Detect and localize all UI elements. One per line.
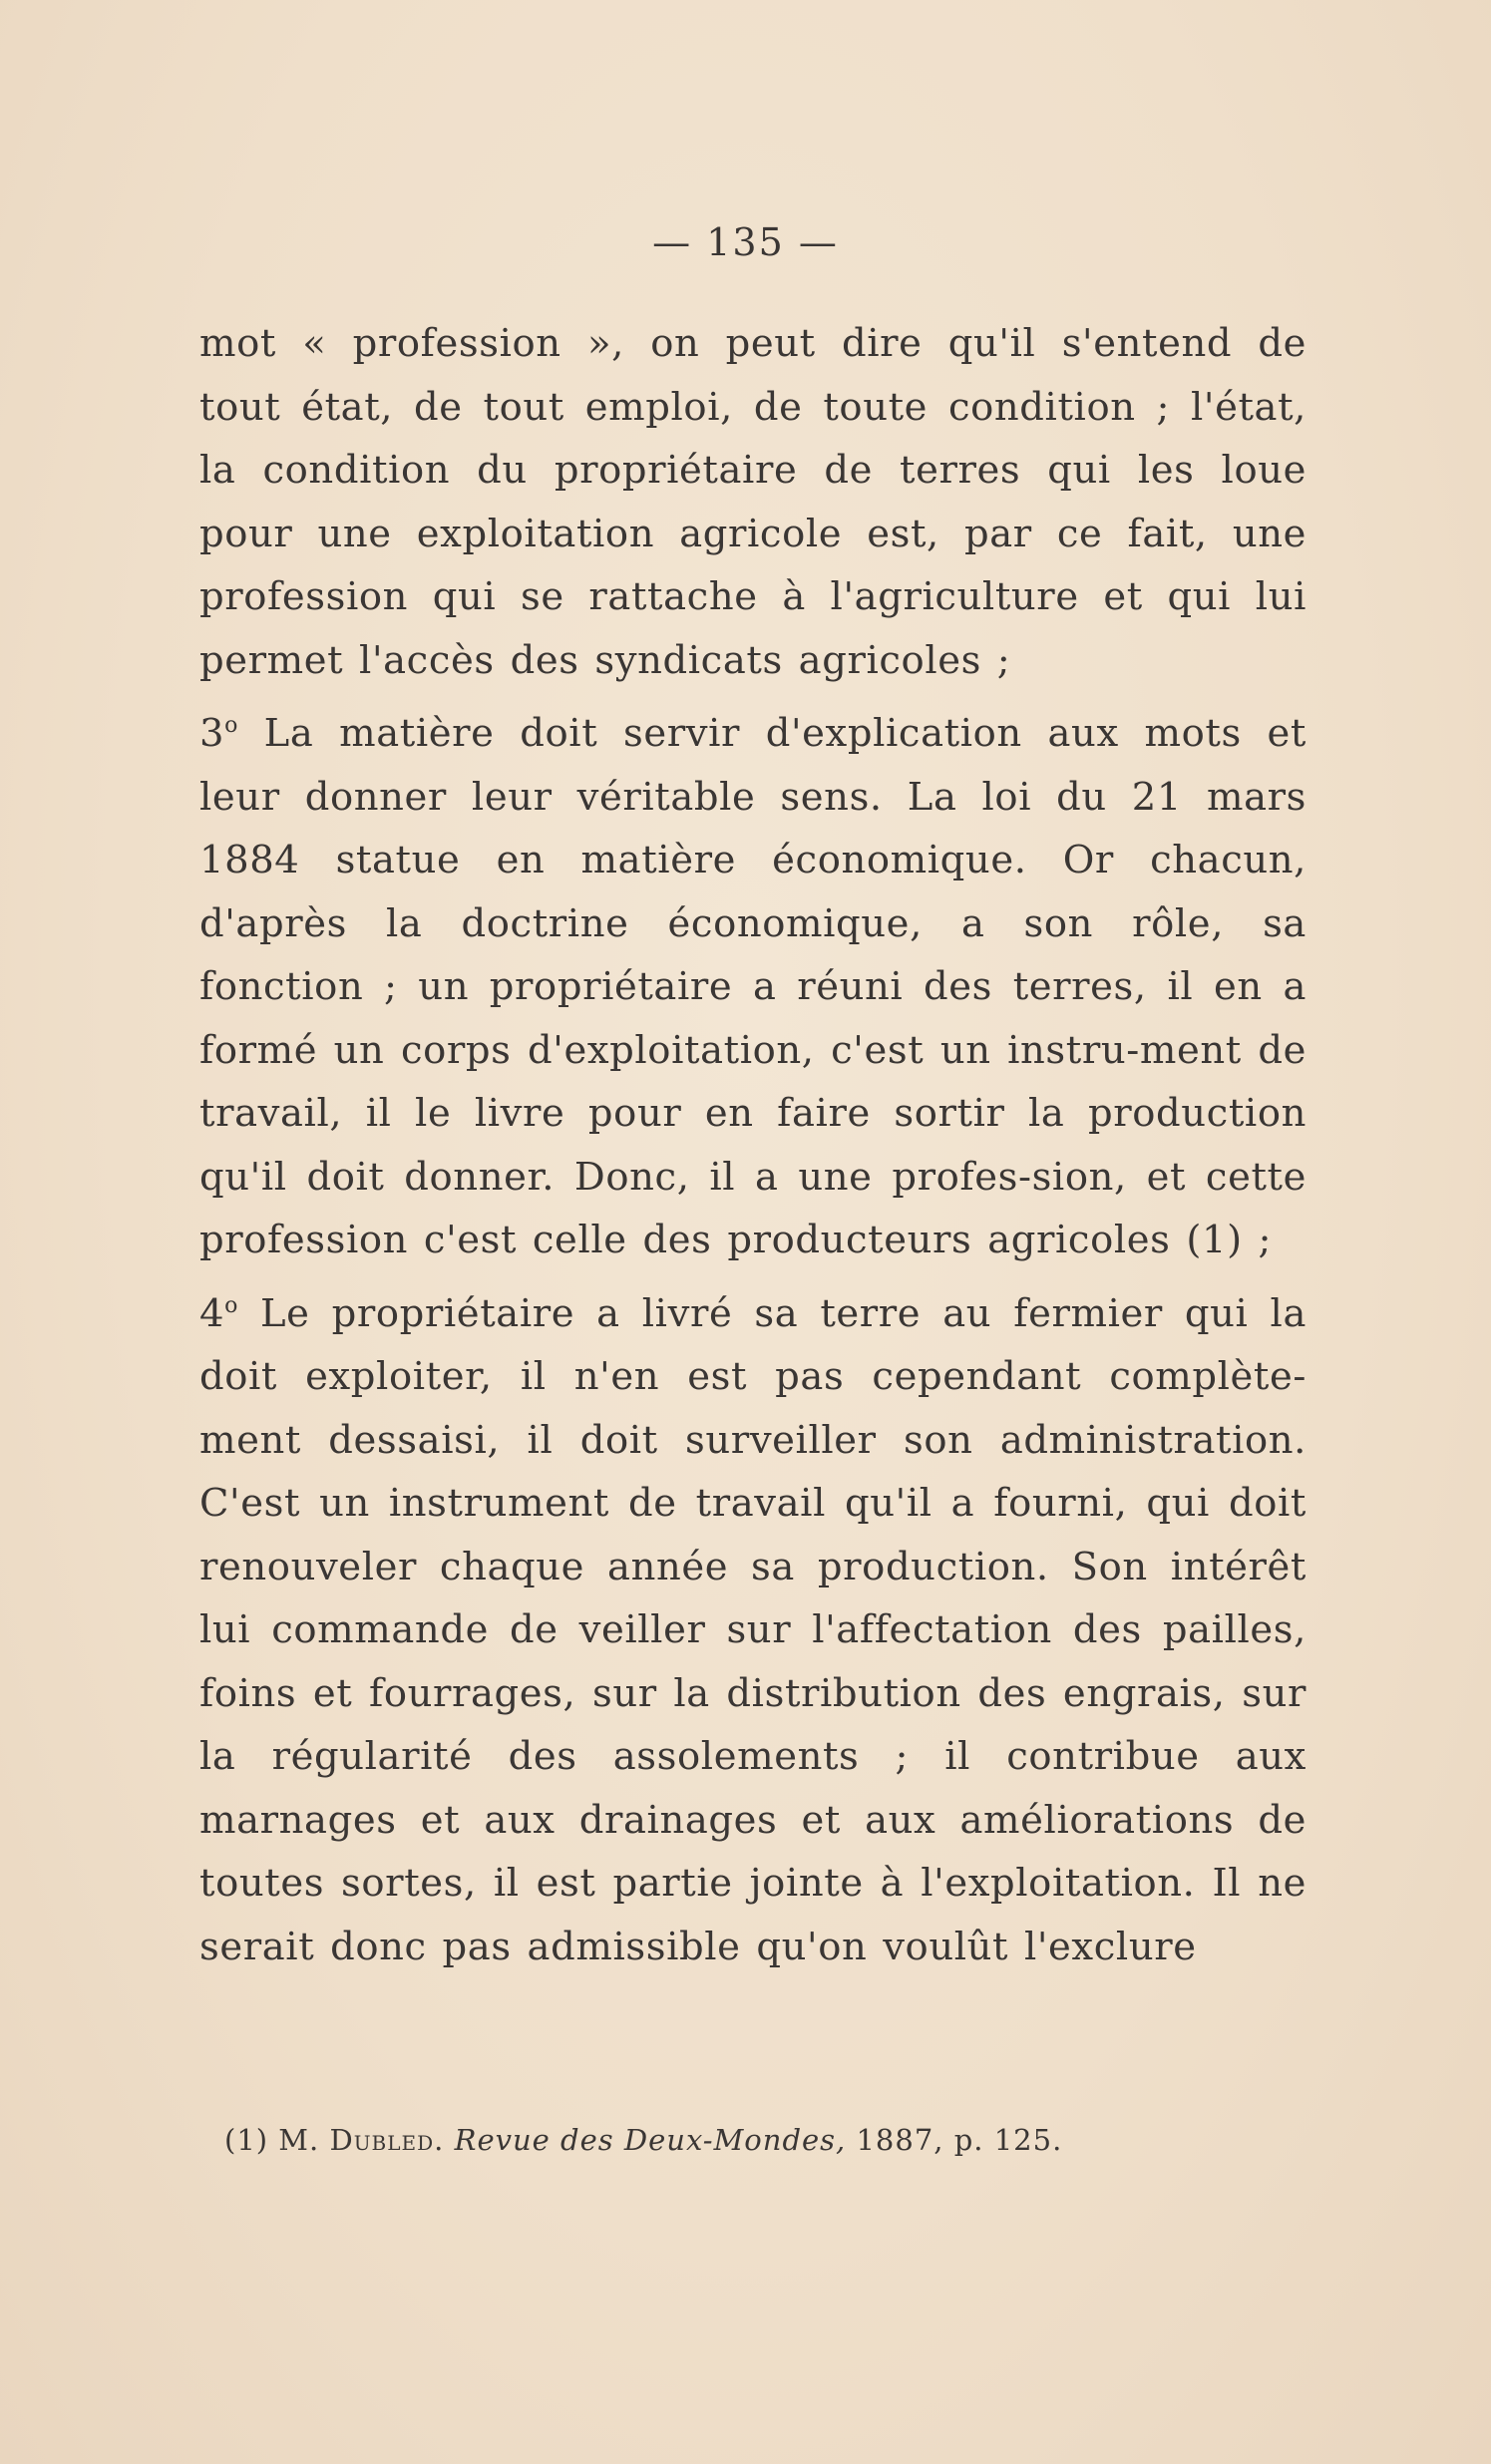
footnote bbox=[224, 2118, 1062, 2162]
text-line: La matière doit servir d'explication aux mots bbox=[237, 711, 1242, 756]
text-line: permet l'accès des syndicats agricoles ; bbox=[199, 637, 1011, 683]
text-line: ne serait donc pas admissible qu'on voulût l'exclure bbox=[199, 1861, 1306, 1969]
page-number: — 135 — bbox=[652, 220, 839, 264]
text-line: lui commande de veiller sur l'affectation des pailles, bbox=[199, 1607, 1306, 1652]
text-line: sur la régularité des assolements ; il contribue aux bbox=[199, 1670, 1306, 1779]
text-line: sa fonction ; un propriétaire a réuni des terres, il bbox=[199, 900, 1306, 1009]
text-line: la condition du propriétaire de terres qui les loue bbox=[199, 448, 1306, 493]
footnote-marker: (1) M. bbox=[224, 2123, 320, 2157]
footnote-citation: 1887, p. 125. bbox=[856, 2123, 1063, 2157]
paragraph-2 bbox=[199, 702, 1306, 1272]
text-line: en a formé un corps d'exploitation, c'est un instru- bbox=[199, 964, 1307, 1073]
text-line: foins et fourrages, sur la distribution des engrais, bbox=[199, 1670, 1226, 1716]
ordinal-superscript: o bbox=[224, 1292, 238, 1318]
text-line: ment de travail, il le livre pour en faire sortir la bbox=[199, 1027, 1306, 1136]
body-text bbox=[199, 312, 1306, 1978]
paragraph-number: 4 bbox=[199, 1290, 225, 1336]
footnote-title: Revue des Deux-Mondes, bbox=[454, 2123, 847, 2157]
text-line: mot « profession », on peut dire qu'il s'entend de bbox=[199, 321, 1306, 366]
text-line: production qu'il doit donner. Donc, il a une profes- bbox=[199, 1091, 1306, 1200]
text-line: chacun, d'après la doctrine économique, a son rôle, bbox=[199, 838, 1306, 946]
text-line: tout état, de tout emploi, de toute condition ; l'état, bbox=[199, 384, 1306, 430]
text-line: ment dessaisi, il doit surveiller son administration. bbox=[199, 1417, 1306, 1463]
text-line: sion, et cette profession c'est celle des producteurs bbox=[199, 1154, 1306, 1262]
ordinal-superscript: o bbox=[224, 713, 238, 738]
text-line: pour une exploitation agricole est, par ce fait, une bbox=[199, 511, 1306, 556]
text-line: 21 mars 1884 statue en matière économique. Or bbox=[199, 774, 1306, 882]
paragraph-1 bbox=[199, 312, 1306, 692]
text-line: renouveler chaque année sa production. Son intérêt bbox=[199, 1544, 1306, 1589]
text-line: Le propriétaire a livré sa terre au fermier qui bbox=[237, 1290, 1249, 1336]
text-line: marnages et aux drainages et aux améliorations de bbox=[199, 1797, 1306, 1843]
paragraph-3 bbox=[199, 1282, 1306, 1979]
text-line: toutes sortes, il est partie jointe à l'exploitation. Il bbox=[199, 1861, 1242, 1906]
paragraph-number: 3 bbox=[199, 711, 225, 756]
footnote-author: Dubled. bbox=[329, 2123, 445, 2157]
text-line: et leur donner leur véritable sens. La loi du bbox=[199, 711, 1306, 820]
text-line: profession qui se rattache à l'agriculture et qui lui bbox=[199, 574, 1306, 619]
text-line: la doit exploiter, il n'en est pas cependant complète- bbox=[199, 1290, 1307, 1399]
text-line: agricoles (1) ; bbox=[987, 1218, 1273, 1262]
text-line: C'est un instrument de travail qu'il a fourni, qui doit bbox=[199, 1481, 1306, 1526]
